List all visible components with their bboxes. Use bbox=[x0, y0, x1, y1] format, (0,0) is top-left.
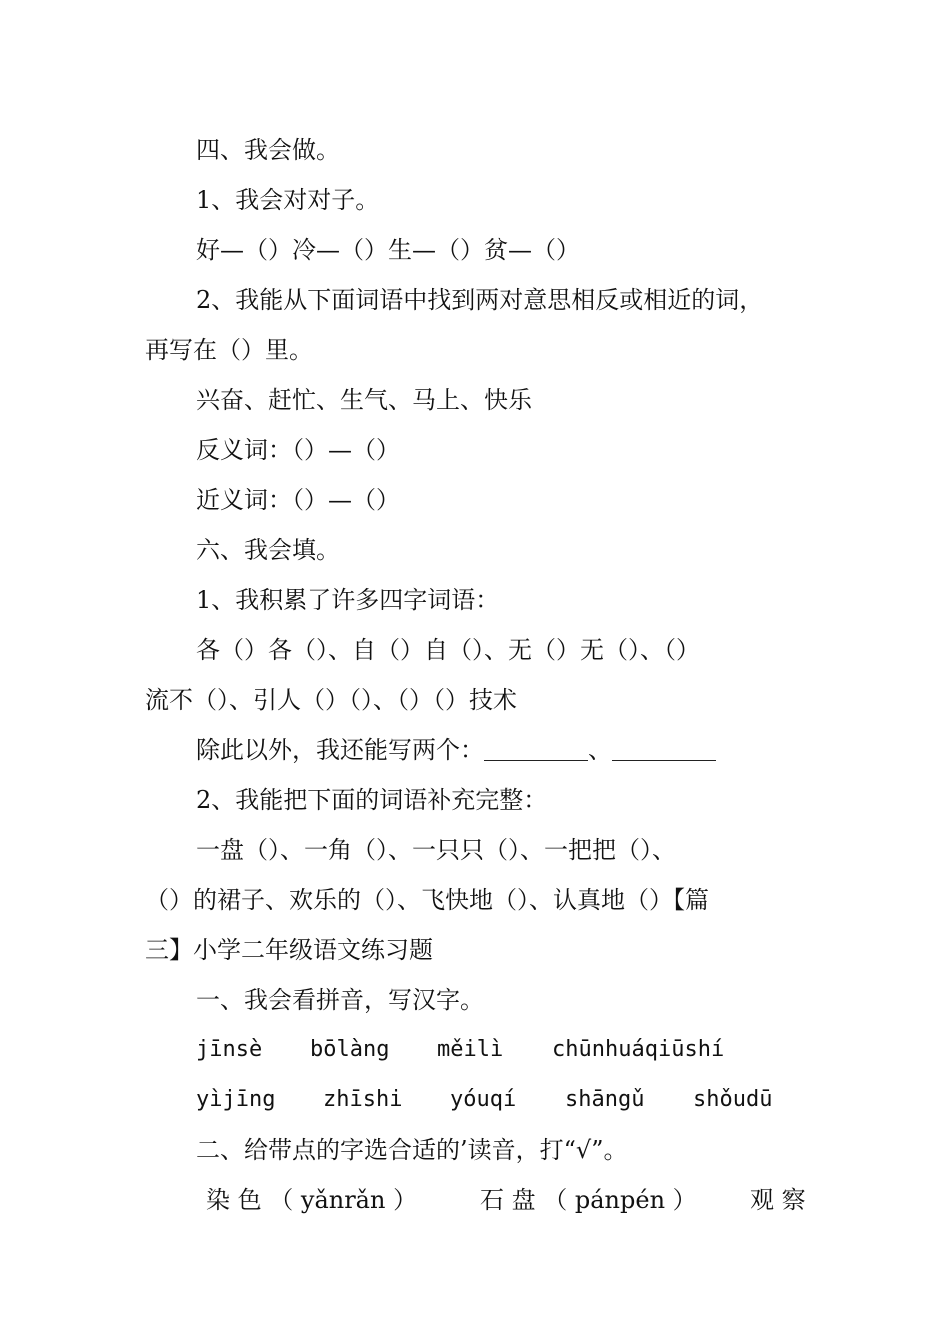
question-2-title: 2、我能从下面词语中找到两对意思相反或相近的词， bbox=[196, 286, 764, 314]
pinyin-item: bōlàng bbox=[310, 1037, 390, 1062]
pinyin-row-1 bbox=[196, 1035, 861, 1065]
tone-choice-item: 石 盘 （ pánpén ） bbox=[480, 1186, 697, 1214]
pinyin-item: chūnhuáqiūshí bbox=[552, 1037, 725, 1062]
tone-choice-row bbox=[196, 1185, 861, 1215]
section-heading-4: 四、我会做。 bbox=[196, 136, 340, 164]
question-2-title-cont: 再写在（）里。 bbox=[145, 336, 313, 364]
tone-choice-item: 染 色 （ yǎnrǎn ） bbox=[206, 1186, 418, 1214]
completion-line-1: 一盘（）、一角（）、一只只（）、一把把（）、 bbox=[196, 836, 676, 864]
pinyin-item: měilì bbox=[437, 1037, 504, 1062]
antonym-pairs: 好—（）冷—（）生—（）贫—（） bbox=[196, 236, 580, 264]
tone-choice-item: 观 察 bbox=[750, 1186, 806, 1214]
section-heading-6: 六、我会填。 bbox=[196, 536, 340, 564]
answer-blank-2[interactable] bbox=[612, 738, 716, 761]
extra-idiom-line bbox=[196, 735, 861, 765]
pinyin-item: shǒudū bbox=[693, 1087, 773, 1112]
pinyin-item: jīnsè bbox=[196, 1037, 263, 1062]
pinyin-item: zhīshi bbox=[323, 1087, 403, 1112]
answer-blank-1[interactable] bbox=[484, 738, 588, 761]
pinyin-item: yìjīng bbox=[196, 1087, 276, 1112]
synonym-answer: 近义词：（）—（） bbox=[196, 486, 400, 514]
idiom-fill-line-2: 流不（）、引人（）（）、（）（）技术 bbox=[145, 686, 517, 714]
pinyin-item: shāngǔ bbox=[565, 1087, 645, 1112]
idiom-fill-line-1: 各（）各（）、自（）自（）、无（）无（）、（） bbox=[196, 636, 700, 664]
blank-separator: 、 bbox=[588, 736, 612, 764]
antonym-answer: 反义词：（）—（） bbox=[196, 436, 400, 464]
completion-question-title: 2、我能把下面的词语补充完整： bbox=[196, 786, 548, 814]
section-title-part3: 三】小学二年级语文练习题 bbox=[145, 936, 433, 964]
pinyin-row-2 bbox=[196, 1085, 861, 1115]
completion-line-2: （）的裙子、欢乐的（）、飞快地（）、认真地（）【篇 bbox=[145, 886, 709, 914]
idiom-question-title: 1、我积累了许多四字词语： bbox=[196, 586, 500, 614]
word-list: 兴奋、赶忙、生气、马上、快乐 bbox=[196, 386, 532, 414]
pinyin-item: yóuqí bbox=[450, 1087, 517, 1112]
pinyin-question-title: 一、我会看拼音，写汉字。 bbox=[196, 986, 484, 1014]
tone-question-title: 二、给带点的字选合适的’读音，打“√”。 bbox=[196, 1136, 628, 1164]
extra-idiom-label: 除此以外，我还能写两个： bbox=[196, 736, 484, 764]
question-1-title: 1、我会对对子。 bbox=[196, 186, 380, 214]
